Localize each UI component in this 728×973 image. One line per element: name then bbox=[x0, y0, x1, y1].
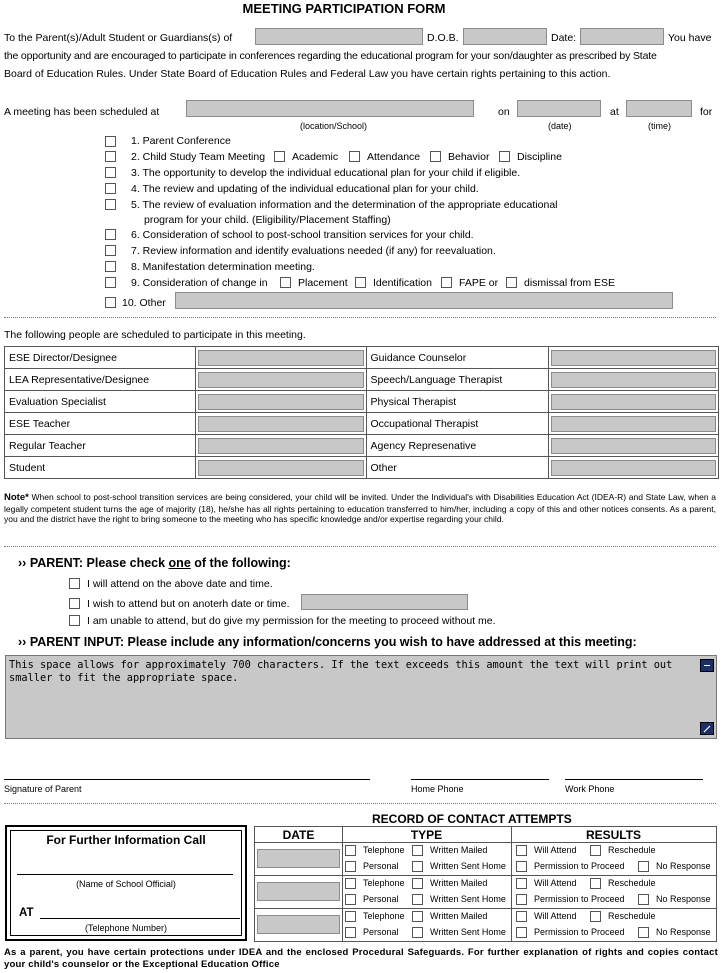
no-response-label: No Response bbox=[656, 894, 711, 904]
permission-to-proceed-label: Permission to Proceed bbox=[534, 927, 625, 937]
participant-field[interactable] bbox=[549, 347, 719, 369]
will-attend-label: Will Attend bbox=[534, 878, 577, 888]
behavior-checkbox[interactable] bbox=[430, 151, 441, 162]
work-phone-caption: Work Phone bbox=[565, 784, 615, 794]
on-label: on bbox=[498, 106, 510, 118]
minus-icon bbox=[704, 665, 710, 666]
date-header: DATE bbox=[282, 828, 315, 842]
participant-field[interactable] bbox=[195, 369, 366, 391]
footer-text: As a parent, you have certain protections under IDEA and the enclosed Procedural Safeguards. For further explanation of rights and copies contact your child's counselor or the Exceptional Education Office bbox=[4, 947, 718, 970]
written-mailed-checkbox[interactable] bbox=[412, 878, 423, 889]
participant-role: Evaluation Specialist bbox=[5, 391, 196, 413]
attend-other-date-label: I wish to attend but on anoterh date or time. bbox=[87, 598, 290, 610]
contact-table bbox=[254, 826, 717, 942]
date-field[interactable] bbox=[580, 28, 664, 45]
written-sent-home-checkbox[interactable] bbox=[412, 894, 423, 905]
participant-role: Guidance Counselor bbox=[366, 347, 549, 369]
at-label: AT bbox=[19, 907, 34, 919]
meeting-time-field[interactable] bbox=[626, 100, 692, 117]
location-caption: (location/School) bbox=[300, 121, 368, 131]
participant-role: Other bbox=[366, 457, 549, 479]
contact-title: RECORD OF CONTACT ATTEMPTS bbox=[372, 812, 572, 826]
parent-check-heading bbox=[18, 556, 291, 570]
divider bbox=[4, 546, 716, 547]
intro-line-3: Board of Education Rules. Under State Board of Education Rules and Federal Law you have certain rights pertaining to this action. bbox=[4, 68, 611, 80]
other-date-field[interactable] bbox=[301, 594, 468, 610]
attend-checkbox[interactable] bbox=[69, 578, 80, 589]
personal-label: Personal bbox=[363, 894, 399, 904]
fape-label: FAPE or bbox=[459, 277, 499, 289]
discipline-label: Discipline bbox=[517, 151, 562, 163]
parent-check-heading-one: one bbox=[168, 556, 191, 570]
type-header: TYPE bbox=[410, 828, 443, 842]
purpose-7-checkbox[interactable] bbox=[105, 245, 116, 256]
will-attend-checkbox[interactable] bbox=[516, 878, 527, 889]
purpose-6-label: 6. Consideration of school to post-school transition services for your child. bbox=[131, 229, 474, 241]
meeting-date-field[interactable] bbox=[517, 100, 601, 117]
personal-checkbox[interactable] bbox=[345, 861, 356, 872]
resize-icon bbox=[701, 723, 713, 734]
personal-label: Personal bbox=[363, 861, 399, 871]
no-response-label: No Response bbox=[656, 861, 711, 871]
further-info-box bbox=[5, 825, 247, 941]
reschedule-label: Reschedule bbox=[608, 878, 656, 888]
participant-field[interactable] bbox=[195, 413, 366, 435]
table-row bbox=[5, 391, 719, 413]
permission-to-proceed-checkbox[interactable] bbox=[516, 894, 527, 905]
date-label: Date: bbox=[551, 32, 577, 44]
no-response-label: No Response bbox=[656, 927, 711, 937]
arrow-icon: ›› bbox=[18, 556, 27, 570]
people-intro: The following people are scheduled to participate in this meeting. bbox=[4, 329, 306, 341]
reschedule-checkbox[interactable] bbox=[590, 845, 601, 856]
dismissal-checkbox[interactable] bbox=[506, 277, 517, 288]
academic-checkbox[interactable] bbox=[274, 151, 285, 162]
participant-role: ESE Director/Designee bbox=[5, 347, 196, 369]
telephone-label: Telephone bbox=[363, 878, 405, 888]
participant-role: Regular Teacher bbox=[5, 435, 196, 457]
parent-input-text: This space allows for approximately 700 characters. If the text exceeds this amount the text will print out smaller to fit the appropriate space. bbox=[9, 659, 673, 684]
identification-checkbox[interactable] bbox=[355, 277, 366, 288]
attendance-checkbox[interactable] bbox=[349, 151, 360, 162]
attend-label: I will attend on the above date and time. bbox=[87, 578, 273, 590]
results-header: RESULTS bbox=[585, 828, 642, 842]
written-mailed-checkbox[interactable] bbox=[412, 845, 423, 856]
telephone-checkbox[interactable] bbox=[345, 845, 356, 856]
unable-attend-label: I am unable to attend, but do give my permission for the meeting to proceed without me. bbox=[87, 615, 496, 627]
no-response-checkbox[interactable] bbox=[638, 861, 649, 872]
scroll-up-button[interactable] bbox=[700, 659, 714, 672]
note-label: Note* bbox=[4, 492, 29, 503]
note-text: When school to post-school transition services are being considered, your child will be invited. Under the Individual's with Disabilities Education Act (IDEA-R) and State Law, when a legally competent student turns the age of majority (18), he/she has all rights pertaining to education transferred to him/her, including a copy of this and other notices consents. As a parent, you and the district have the right to bring someone to the meeting who has specific knowledge and/or expertise regarding your child. bbox=[4, 492, 716, 525]
purpose-4-label: 4. The review and updating of the individual educational plan for your child. bbox=[131, 183, 479, 195]
personal-label: Personal bbox=[363, 927, 399, 937]
divider bbox=[4, 803, 716, 804]
participant-role: LEA Representative/Designee bbox=[5, 369, 196, 391]
parent-check-heading-text: PARENT: Please check bbox=[29, 556, 166, 570]
written-sent-home-label: Written Sent Home bbox=[430, 861, 506, 871]
signature-caption: Signature of Parent bbox=[4, 784, 82, 794]
telephone-checkbox[interactable] bbox=[345, 878, 356, 889]
dob-label: D.O.B. bbox=[427, 32, 459, 44]
reschedule-label: Reschedule bbox=[608, 911, 656, 921]
written-mailed-label: Written Mailed bbox=[430, 845, 488, 855]
participant-role: Speech/Language Therapist bbox=[366, 369, 549, 391]
table-row bbox=[5, 369, 719, 391]
contact-date-field[interactable] bbox=[257, 915, 340, 934]
telephone-checkbox[interactable] bbox=[345, 911, 356, 922]
purpose-7-label: 7. Review information and identify evaluations needed (if any) for reevaluation. bbox=[131, 245, 496, 257]
personal-checkbox[interactable] bbox=[345, 894, 356, 905]
signature-line[interactable] bbox=[4, 779, 370, 780]
written-sent-home-label: Written Sent Home bbox=[430, 894, 506, 904]
permission-to-proceed-checkbox[interactable] bbox=[516, 861, 527, 872]
purpose-9-label: 9. Consideration of change in bbox=[131, 277, 268, 289]
fape-checkbox[interactable] bbox=[441, 277, 452, 288]
you-have-text: You have bbox=[668, 32, 712, 44]
telephone-label: Telephone bbox=[363, 845, 405, 855]
parent-check-heading-end: of the following: bbox=[194, 556, 291, 570]
purpose-10-label: 10. Other bbox=[122, 297, 166, 309]
school-official-caption: (Name of School Official) bbox=[76, 879, 176, 889]
permission-to-proceed-label: Permission to Proceed bbox=[534, 894, 625, 904]
dismissal-label: dismissal from ESE bbox=[524, 277, 616, 289]
participants-table bbox=[4, 346, 719, 479]
will-attend-label: Will Attend bbox=[534, 845, 577, 855]
attendance-label: Attendance bbox=[367, 151, 421, 163]
written-mailed-checkbox[interactable] bbox=[412, 911, 423, 922]
reschedule-label: Reschedule bbox=[608, 845, 656, 855]
divider bbox=[4, 317, 716, 318]
purpose-5-checkbox[interactable] bbox=[105, 199, 116, 210]
purpose-1-label: 1. Parent Conference bbox=[131, 135, 231, 147]
permission-to-proceed-label: Permission to Proceed bbox=[534, 861, 625, 871]
table-row bbox=[5, 435, 719, 457]
unable-attend-checkbox[interactable] bbox=[69, 615, 80, 626]
other-purpose-field[interactable] bbox=[175, 292, 673, 309]
participant-field[interactable] bbox=[549, 435, 719, 457]
written-sent-home-checkbox[interactable] bbox=[412, 861, 423, 872]
location-field[interactable] bbox=[186, 100, 474, 117]
for-label: for bbox=[700, 106, 713, 118]
purpose-2-checkbox[interactable] bbox=[105, 151, 116, 162]
info-box-title: For Further Information Call bbox=[46, 833, 206, 847]
home-phone-caption: Home Phone bbox=[411, 784, 464, 794]
written-sent-home-checkbox[interactable] bbox=[412, 927, 423, 938]
attend-other-date-checkbox[interactable] bbox=[69, 598, 80, 609]
reschedule-checkbox[interactable] bbox=[590, 911, 601, 922]
time-caption: (time) bbox=[648, 121, 671, 131]
work-phone-line[interactable] bbox=[565, 779, 703, 780]
participant-field[interactable] bbox=[195, 347, 366, 369]
participant-field[interactable] bbox=[549, 457, 719, 479]
participant-role: Physical Therapist bbox=[366, 391, 549, 413]
purpose-5-continuation: program for your child. (Eligibility/Placement Staffing) bbox=[144, 214, 391, 226]
purpose-8-label: 8. Manifestation determination meeting. bbox=[131, 261, 315, 273]
will-attend-label: Will Attend bbox=[534, 911, 577, 921]
table-row bbox=[5, 347, 719, 369]
participant-role: Agency Represenative bbox=[366, 435, 549, 457]
purpose-6-checkbox[interactable] bbox=[105, 229, 116, 240]
participant-field[interactable] bbox=[549, 391, 719, 413]
contact-date-field[interactable] bbox=[257, 849, 340, 868]
permission-to-proceed-checkbox[interactable] bbox=[516, 927, 527, 938]
purpose-1-checkbox[interactable] bbox=[105, 136, 116, 147]
will-attend-checkbox[interactable] bbox=[516, 911, 527, 922]
home-phone-line[interactable] bbox=[411, 779, 549, 780]
purpose-10-checkbox[interactable] bbox=[105, 297, 116, 308]
written-sent-home-label: Written Sent Home bbox=[430, 927, 506, 937]
no-response-checkbox[interactable] bbox=[638, 927, 649, 938]
table-row bbox=[5, 457, 719, 479]
intro-line-2: the opportunity and are encouraged to participate in conferences regarding the educational program for your son/daughter as prescribed by State bbox=[4, 50, 657, 62]
participant-role: ESE Teacher bbox=[5, 413, 196, 435]
purpose-8-checkbox[interactable] bbox=[105, 261, 116, 272]
placement-checkbox[interactable] bbox=[280, 277, 291, 288]
dob-field[interactable] bbox=[463, 28, 547, 45]
placement-label: Placement bbox=[298, 277, 348, 289]
written-mailed-label: Written Mailed bbox=[430, 878, 488, 888]
participant-field[interactable] bbox=[195, 435, 366, 457]
parent-input-heading-label: PARENT INPUT: bbox=[29, 635, 125, 649]
purpose-3-checkbox[interactable] bbox=[105, 167, 116, 178]
to-parent-label: To the Parent(s)/Adult Student or Guardians(s) of bbox=[4, 32, 233, 44]
school-official-line[interactable] bbox=[17, 874, 233, 875]
parent-input-heading-text: Please include any information/concerns you wish to have addressed at this meeting: bbox=[127, 635, 637, 649]
no-response-checkbox[interactable] bbox=[638, 894, 649, 905]
phone-number-line[interactable] bbox=[40, 918, 240, 919]
student-name-field[interactable] bbox=[255, 28, 423, 45]
scheduled-label: A meeting has been scheduled at bbox=[4, 106, 160, 118]
table-row bbox=[5, 413, 719, 435]
parent-input-textarea[interactable] bbox=[5, 655, 717, 739]
participant-field[interactable] bbox=[195, 391, 366, 413]
date-caption: (date) bbox=[548, 121, 572, 131]
note-paragraph bbox=[4, 492, 716, 525]
phone-number-caption: (Telephone Number) bbox=[84, 923, 168, 933]
purpose-4-checkbox[interactable] bbox=[105, 183, 116, 194]
purpose-2-label: 2. Child Study Team Meeting bbox=[131, 151, 266, 163]
discipline-checkbox[interactable] bbox=[499, 151, 510, 162]
resize-button[interactable] bbox=[700, 722, 714, 735]
participant-field[interactable] bbox=[195, 457, 366, 479]
behavior-label: Behavior bbox=[448, 151, 490, 163]
participant-role: Student bbox=[5, 457, 196, 479]
contact-date-field[interactable] bbox=[257, 882, 340, 901]
will-attend-checkbox[interactable] bbox=[516, 845, 527, 856]
form-title: MEETING PARTICIPATION FORM bbox=[242, 1, 446, 16]
parent-input-heading bbox=[18, 635, 637, 649]
arrow-icon: ›› bbox=[18, 635, 27, 649]
academic-label: Academic bbox=[292, 151, 339, 163]
telephone-label: Telephone bbox=[363, 911, 405, 921]
purpose-3-label: 3. The opportunity to develop the individual educational plan for your child if eligible. bbox=[131, 167, 521, 179]
participant-field[interactable] bbox=[549, 413, 719, 435]
reschedule-checkbox[interactable] bbox=[590, 878, 601, 889]
participant-field[interactable] bbox=[549, 369, 719, 391]
identification-label: Identification bbox=[373, 277, 432, 289]
written-mailed-label: Written Mailed bbox=[430, 911, 488, 921]
personal-checkbox[interactable] bbox=[345, 927, 356, 938]
purpose-9-checkbox[interactable] bbox=[105, 277, 116, 288]
participant-role: Occupational Therapist bbox=[366, 413, 549, 435]
at-label: at bbox=[610, 106, 619, 118]
purpose-5-label: 5. The review of evaluation information and the determination of the appropriate educational bbox=[131, 199, 558, 211]
